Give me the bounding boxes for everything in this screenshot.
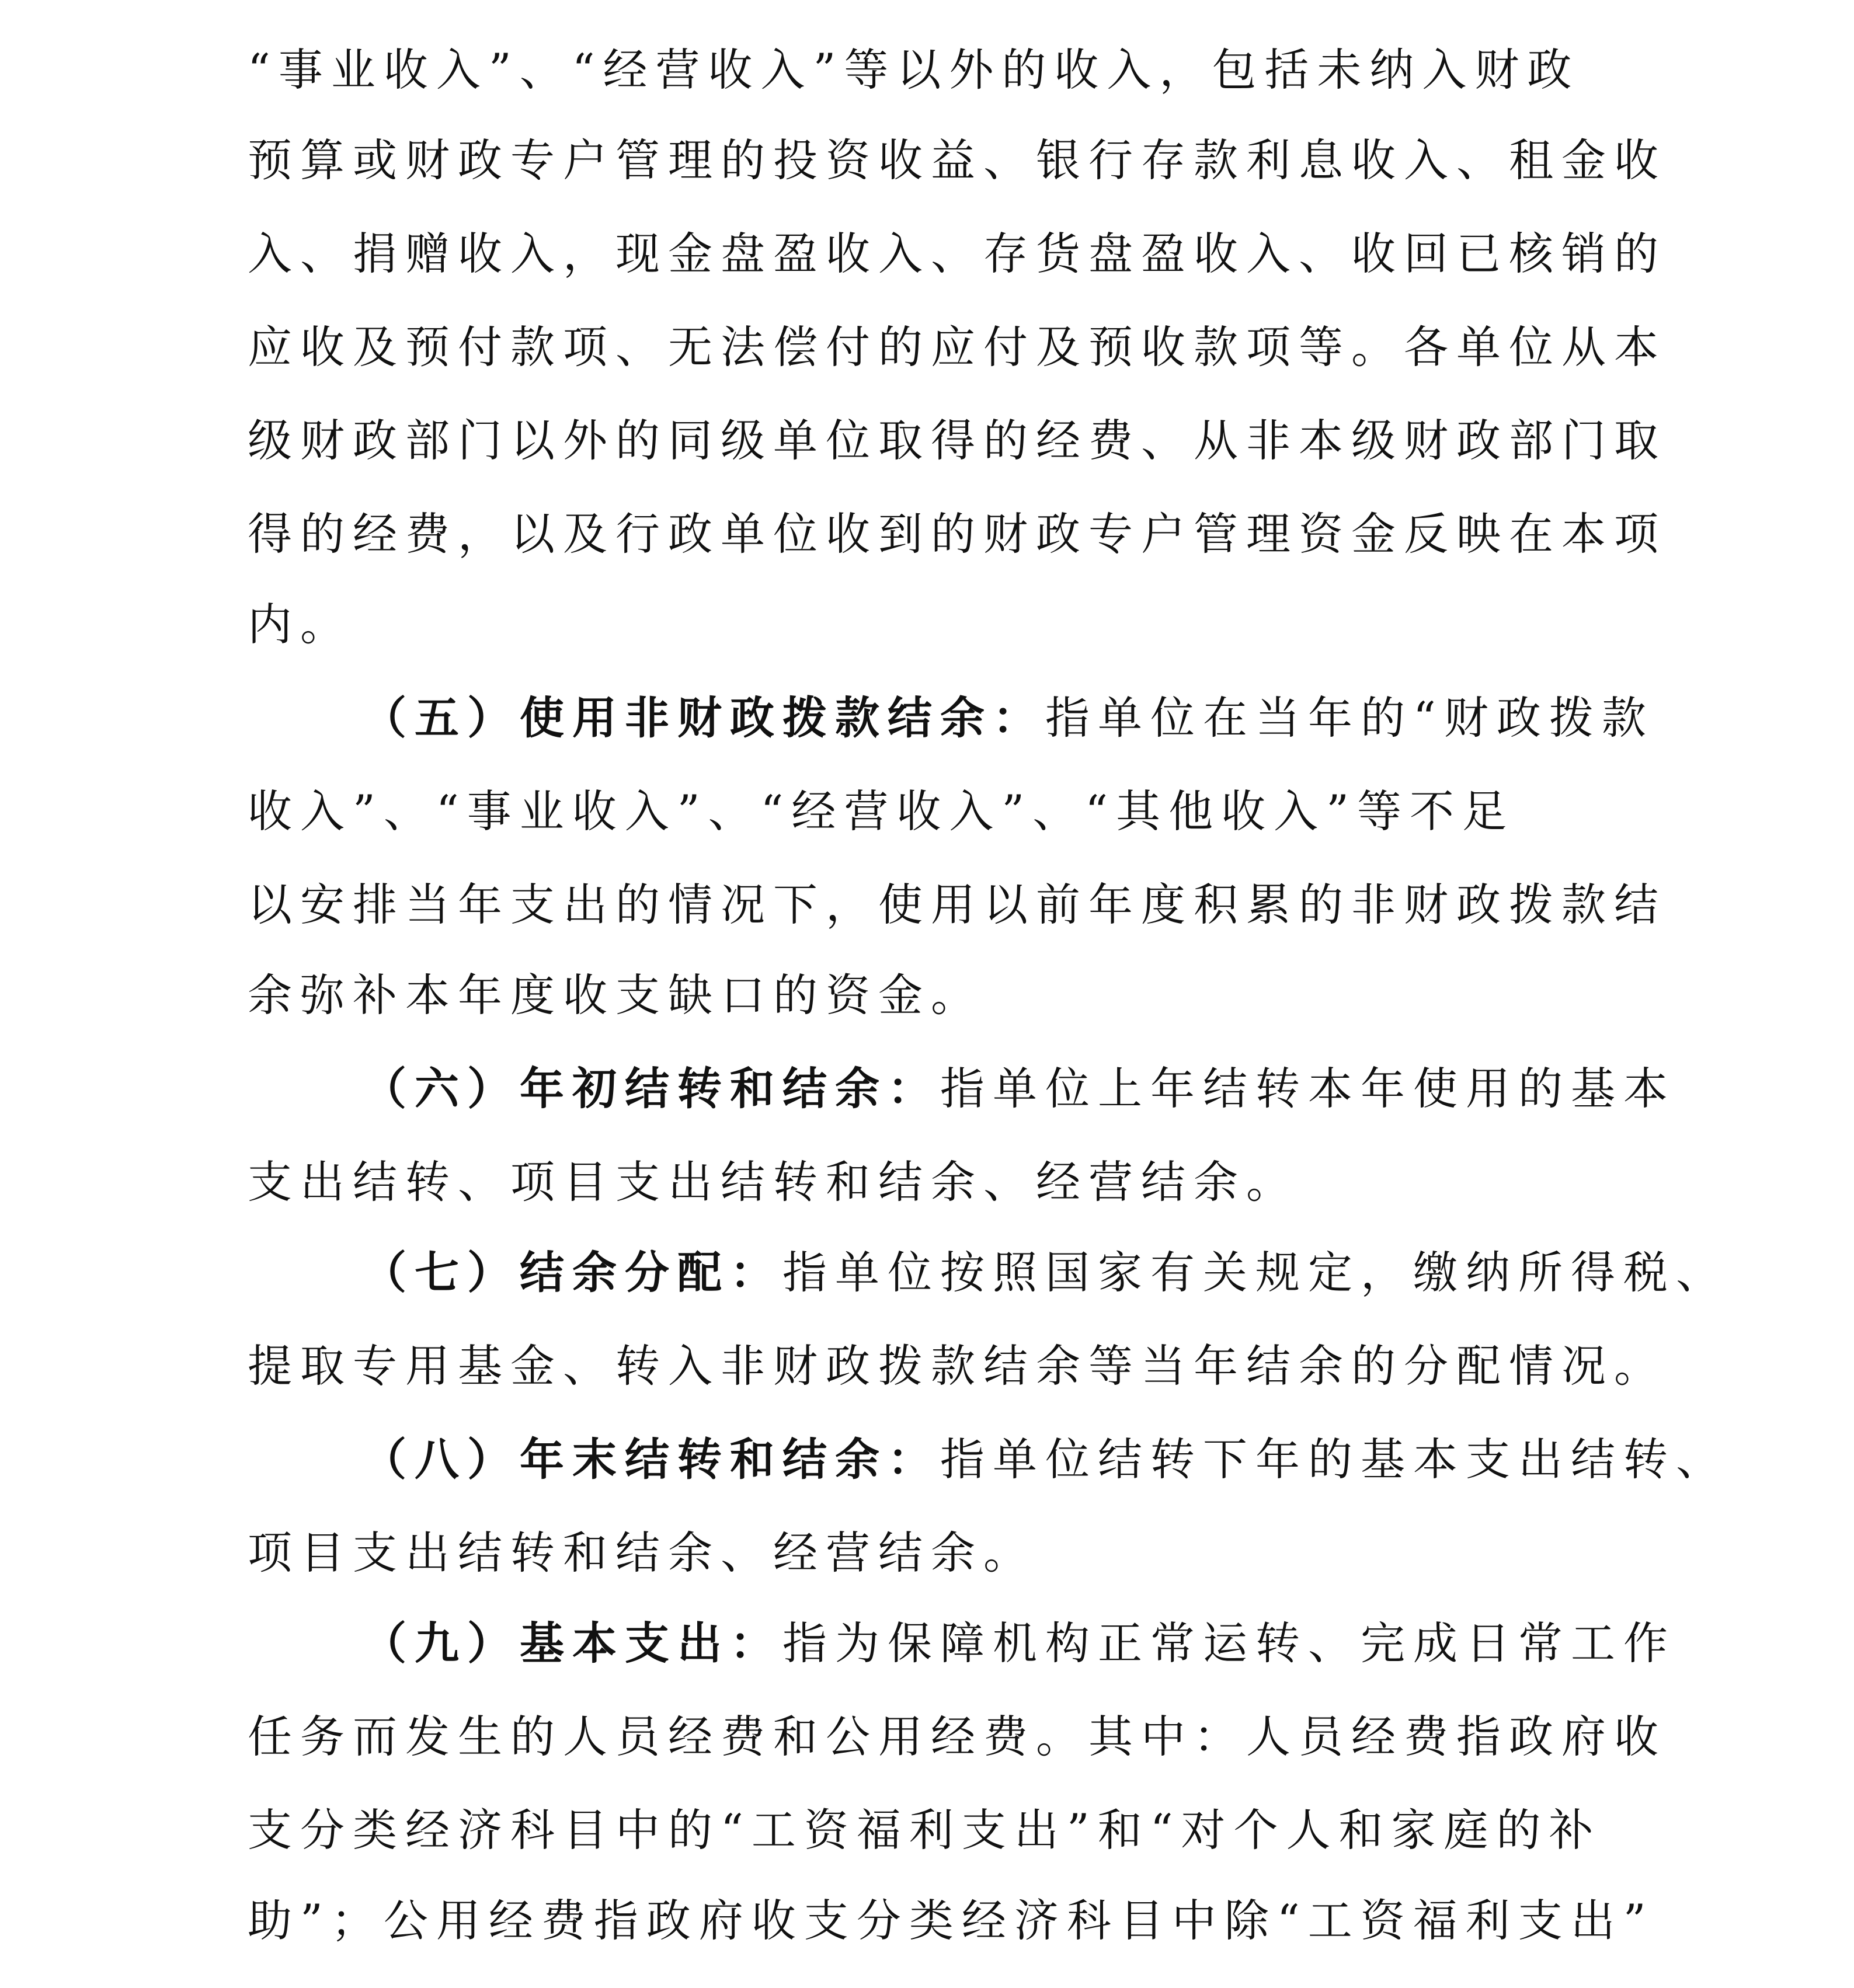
- section-heading: （五）使用非财政拨款结余：: [362, 692, 1045, 744]
- section-first-line: [362, 1430, 1728, 1489]
- paragraph-line: 得的经费，以及行政单位收到的财政专户管理资金反映在本项: [248, 508, 1667, 560]
- section-line: 提取专用基金、转入非财政拨款结余等当年结余的分配情况。: [248, 1340, 1667, 1392]
- paragraph-line: 入、捐赠收入，现金盘盈收入、存货盘盈收入、收回已核销的: [248, 228, 1667, 280]
- section-text: 指单位按照国家有关规定，缴纳所得税、: [782, 1247, 1728, 1298]
- section-first-line: [362, 1244, 1728, 1302]
- section-heading: （七）结余分配：: [362, 1247, 782, 1298]
- paragraph-line: 应收及预付款项、无法偿付的应付及预收款项等。各单位从本: [248, 321, 1667, 373]
- section-first-line: [362, 1060, 1676, 1118]
- section-line: 余弥补本年度收支缺口的资金。: [248, 969, 983, 1021]
- section-line: 任务而发生的人员经费和公用经费。其中：人员经费指政府收: [248, 1711, 1667, 1763]
- section-line: 收入”、“事业收入”、“经营收入”、“其他收入”等不足: [248, 785, 1515, 837]
- section-line: 项目支出结转和结余、经营结余。: [248, 1527, 1036, 1579]
- section-heading: （八）年末结转和结余：: [362, 1433, 940, 1485]
- section-first-line: [362, 689, 1654, 747]
- section-text: 指单位在当年的“财政拨款: [1045, 692, 1654, 744]
- section-text: 指单位上年结转本年使用的基本: [940, 1063, 1676, 1115]
- section-line: 以安排当年支出的情况下，使用以前年度积累的非财政拨款结: [248, 879, 1667, 931]
- paragraph-line: 内。: [248, 598, 353, 650]
- paragraph-line: 级财政部门以外的同级单位取得的经费、从非本级财政部门取: [248, 415, 1667, 466]
- section-line: 支分类经济科目中的“工资福利支出”和“对个人和家庭的补: [248, 1804, 1602, 1856]
- section-text: 指单位结转下年的基本支出结转、: [940, 1433, 1728, 1485]
- section-first-line: [362, 1614, 1676, 1673]
- section-line: 助”；公用经费指政府收支分类经济科目中除“工资福利支出”: [248, 1895, 1654, 1947]
- section-text: 指为保障机构正常运转、完成日常工作: [782, 1617, 1676, 1669]
- section-heading: （九）基本支出：: [362, 1617, 782, 1669]
- section-line: 支出结转、项目支出结转和结余、经营结余。: [248, 1156, 1299, 1208]
- paragraph-line: “事业收入”、“经营收入”等以外的收入，包括未纳入财政: [248, 44, 1580, 96]
- paragraph-line: 预算或财政专户管理的投资收益、银行存款利息收入、租金收: [248, 134, 1667, 186]
- section-heading: （六）年初结转和结余：: [362, 1063, 940, 1115]
